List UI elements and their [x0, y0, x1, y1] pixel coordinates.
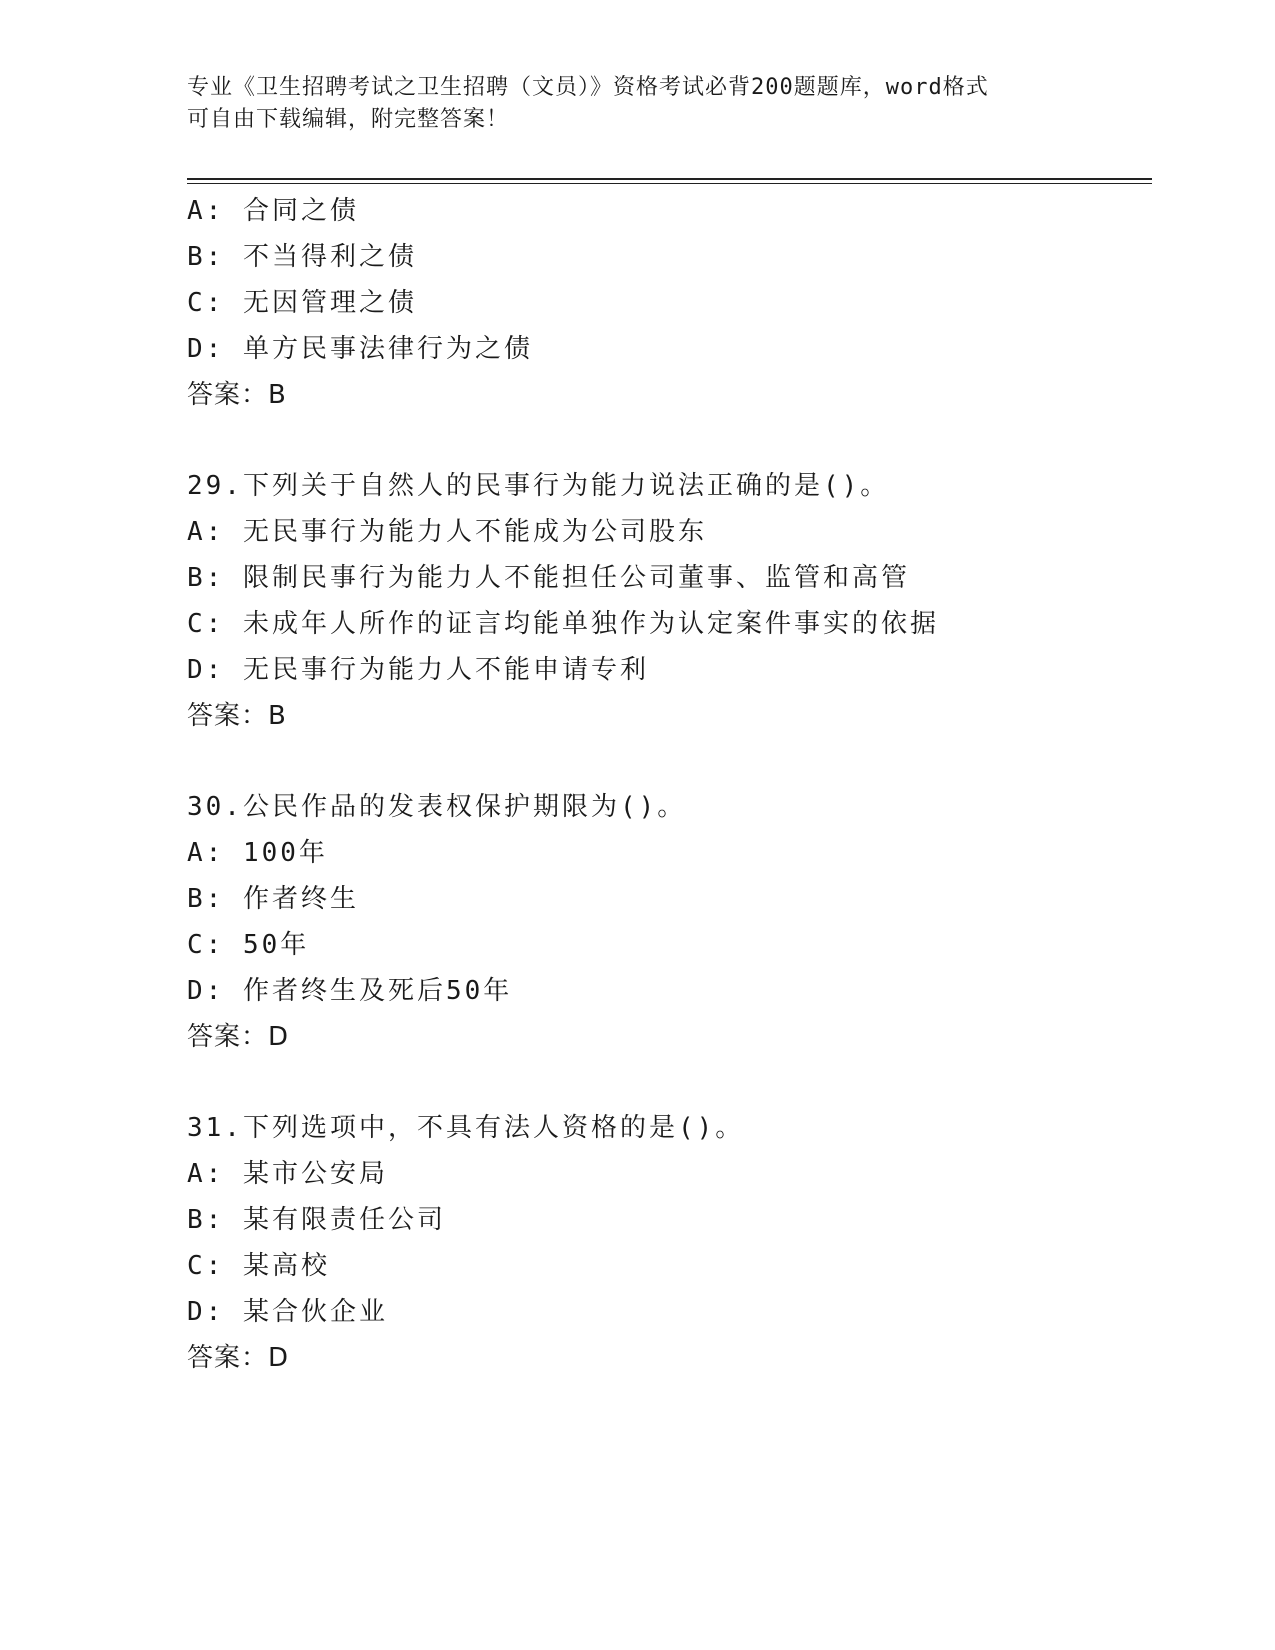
question-stem: 30.公民作品的发表权保护期限为()。 — [187, 792, 687, 822]
option-d: D: 无民事行为能力人不能申请专利 — [187, 655, 649, 685]
option-a: A: 某市公安局 — [187, 1159, 388, 1189]
question-28-partial — [187, 188, 1147, 418]
option-d: D: 某合伙企业 — [187, 1297, 388, 1327]
question-31 — [187, 1105, 1147, 1381]
option-b: B: 限制民事行为能力人不能担任公司董事、监管和高管 — [187, 563, 910, 593]
option-d: D: 作者终生及死后50年 — [187, 976, 513, 1006]
question-29 — [187, 463, 1147, 739]
answer-line: 答案：D — [187, 1022, 290, 1052]
option-b: B: 不当得利之债 — [187, 242, 417, 272]
question-30 — [187, 784, 1147, 1060]
question-list — [187, 188, 1147, 1381]
option-d: D: 单方民事法律行为之债 — [187, 334, 533, 364]
option-b: B: 作者终生 — [187, 884, 359, 914]
question-stem: 31.下列选项中，不具有法人资格的是()。 — [187, 1113, 745, 1143]
option-c: C: 50年 — [187, 930, 310, 960]
header-divider-thick — [187, 178, 1152, 180]
document-header — [187, 72, 1087, 136]
answer-line: 答案：B — [187, 701, 287, 731]
option-a: A: 100年 — [187, 838, 328, 868]
question-stem: 29.下列关于自然人的民事行为能力说法正确的是()。 — [187, 471, 890, 501]
option-c: C: 无因管理之债 — [187, 288, 417, 318]
answer-line: 答案：D — [187, 1343, 290, 1373]
header-title-line-2: 可自由下载编辑，附完整答案！ — [187, 107, 510, 132]
option-a: A: 无民事行为能力人不能成为公司股东 — [187, 517, 707, 547]
header-title-line-1: 专业《卫生招聘考试之卫生招聘（文员）》资格考试必背200题题库，word格式 — [187, 75, 989, 100]
answer-line: 答案：B — [187, 380, 287, 410]
option-c: C: 某高校 — [187, 1251, 330, 1281]
option-a: A: 合同之债 — [187, 196, 359, 226]
option-c: C: 未成年人所作的证言均能单独作为认定案件事实的依据 — [187, 609, 939, 639]
option-b: B: 某有限责任公司 — [187, 1205, 446, 1235]
header-divider-thin — [187, 183, 1152, 184]
